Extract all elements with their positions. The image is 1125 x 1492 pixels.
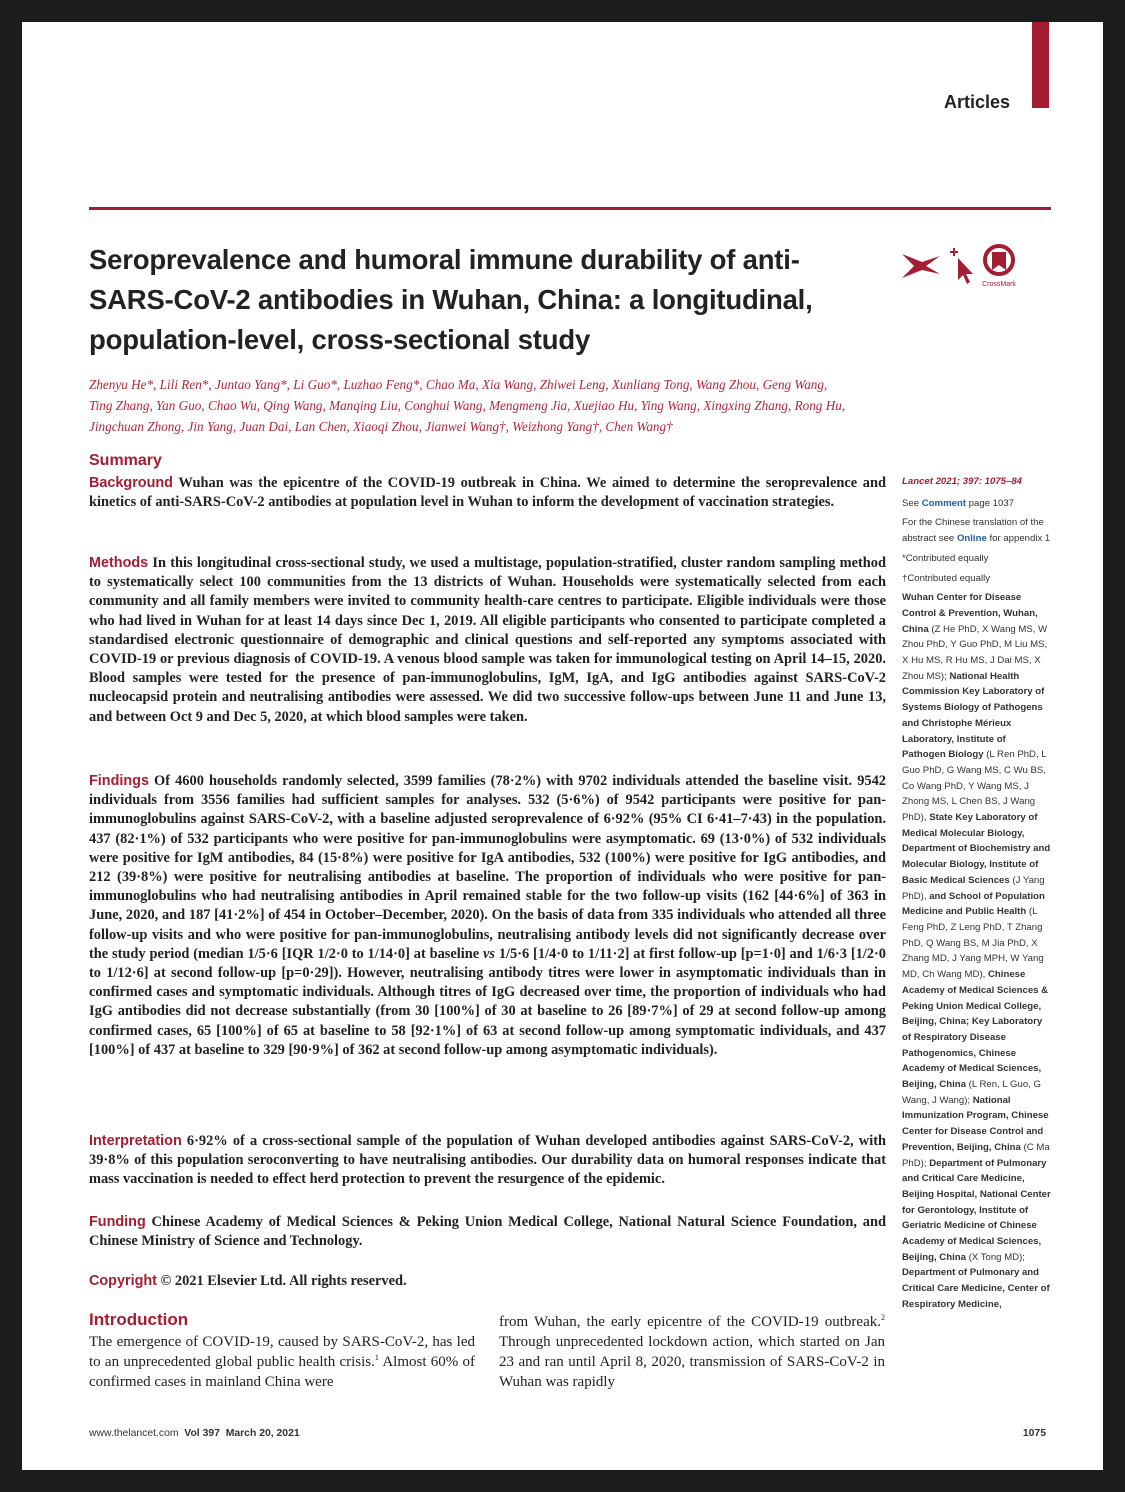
funding-text: Chinese Academy of Medical Sciences & Peking Union Medical College, National Natural Science Foundation, and Chinese Ministry of Science and Technology. (89, 1214, 886, 1250)
reference-1[interactable]: 1 (374, 1353, 379, 1362)
background-paragraph (89, 474, 886, 512)
footer-date: March 20, 2021 (225, 1428, 300, 1439)
copyright-text: © 2021 Elsevier Ltd. All rights reserved. (156, 1273, 407, 1289)
methods-text: In this longitudinal cross-sectional study, we used a multistage, population-stratified, cluster random sampling method to systematically select 100 communities from the 13 districts of Wuhan. Households were systematically selected from each community and all family members were invited to community health-care centres to participate. Eligible individuals were those who had lived in Wuhan for at least 14 days since Dec 1, 2019. All eligible participants who consented to participate completed a standardised electronic questionnaire of demographic and clinical questions and self-reported any symptoms associated with COVID-19 or previous diagnosis of COVID-19. A venous blood sample was taken for immunological testing on April 14–15, 2020. Blood samples were tested for the presence of pan-immunoglobulins, IgM, IgA, and IgG antibodies against SARS-CoV-2 nucleocapsid protein and neutralising antibodies were assessed. We did two successive follow-ups between June 11 and June 13, and between Oct 9 and Dec 5, 2020, at which blood samples were taken. (89, 555, 886, 725)
online-link[interactable]: Online (956, 533, 987, 545)
contributed-equally-note: *Contributed equally (902, 552, 989, 564)
copyright-paragraph (89, 1272, 886, 1291)
citation: Lancet 2021; 397: 1075–84 (902, 476, 1023, 487)
author-line: Ting Zhang, Yan Guo, Chao Wu, Qing Wang, Manqing Liu, Conghui Wang, Mengmeng Jia, Xuejiao Hu, Ying Wang, Xingxing Zhang, Rong Hu, (89, 398, 846, 413)
contributed-equally-note: †Contributed equally (902, 572, 991, 584)
footer-volume: Vol 397 (184, 1428, 220, 1439)
translation-note: For the Chinese translation of the abstract see Online for appendix 1 (902, 517, 1051, 545)
findings-label: Findings (89, 773, 149, 789)
background-label: Background (89, 475, 173, 491)
comment-link[interactable]: Comment (921, 497, 966, 509)
introduction-heading: Introduction (89, 1310, 189, 1329)
findings-paragraph (89, 772, 886, 1060)
article-title: Seroprevalence and humoral immune durability of anti-SARS-CoV-2 antibodies in Wuhan, China: a longitudinal, population-level, cross-sectional study (89, 244, 813, 355)
author-list (89, 374, 889, 437)
author-line: Jingchuan Zhong, Jin Yang, Juan Dai, Lan Chen, Xiaoqi Zhou, Jianwei Wang†, Weizhong Yang†, Chen Wang† (89, 419, 673, 434)
funding-paragraph (89, 1213, 886, 1251)
methods-label: Methods (89, 555, 149, 571)
crossmark-icon (985, 246, 1013, 274)
findings-text: Of 4600 households randomly selected, 3599 families (78·2%) with 9702 individuals attended the baseline visit. 9542 individuals from 3556 families had sufficient samples for analyses. 532 (5·6%) of 9542 participants were positive for pan-immunoglobulins against SARS-CoV-2, with a baseline adjusted seroprevalence of 6·92% (95% CI 6·41–7·43) in the population. 437 (82·1%) of 532 participants who were positive for pan-immunoglobulins were asymptomatic. 69 (13·0%) of 532 individuals were positive for IgM antibodies, 84 (15·8%) were positive for IgA antibodies, 532 (100%) were positive for IgG antibodies, and 212 (39·8%) were positive for neutralising antibodies at baseline. The proportion of individuals who were positive for pan-immunoglobulins who had neutralising antibodies in April remained stable for the two follow-up visits (162 [44·6%] of 363 in June, 2020, and 187 [41·2%] of 454 in October–December, 2020). On the basis of data from 335 individuals who attended all three follow-up visits and who were positive for pan-immunoglobulins, neutralising antibody levels did not significantly decrease over the study period (median 1/5·6 [IQR 1/2·0 to 1/14·0] at baseline (89, 773, 886, 962)
cursor-icon (950, 248, 973, 284)
copyright-label: Copyright (89, 1273, 157, 1289)
interpretation-label: Interpretation (89, 1133, 182, 1149)
interpretation-paragraph (89, 1132, 886, 1190)
crossmark-badges[interactable] (900, 240, 1050, 290)
methods-paragraph (89, 554, 886, 727)
funding-label: Funding (89, 1214, 146, 1230)
intro-text: Almost 60% of confirmed cases in mainland China were (89, 1354, 476, 1390)
intro-text: The emergence of COVID-19, caused by SARS-CoV-2, has led to an unprecedented global public health crisis. (89, 1334, 475, 1370)
introduction-column-right (499, 1312, 885, 1392)
findings-text-cont: 1/5·6 [1/4·0 to 1/11·2] at first follow-up [p=1·0] and 1/6·3 [1/2·0 to 1/12·6] at second follow-up [p=0·29]). However, neutralising antibody titres were lower in asymptomatic individuals than in confirmed cases and symptomatic individuals. Although titres of IgG decreased over time, the proportion of individuals who had IgG antibodies did not decrease substantially (from 30 [100%] of 30 at baseline to 26 [89·7%] of 29 at second follow-up among confirmed cases, 65 [100%] of 65 at baseline to 58 [92·1%] of 63 at second follow-up among symptomatic individuals, and 437 [100%] of 437 at baseline to 329 [90·9%] of 362 at second follow-up among asymptomatic individuals). (89, 945, 886, 1058)
intro-text: from Wuhan, the early epicentre of the COVID-19 outbreak. (499, 1314, 881, 1330)
bird-icon (902, 254, 940, 278)
section-tab-bar (1032, 22, 1049, 108)
author-line: Zhenyu He*, Lili Ren*, Juntao Yang*, Li Guo*, Luzhao Feng*, Chao Ma, Xia Wang, Zhiwei Leng, Xunliang Tong, Wang Zhou, Geng Wang, (89, 377, 828, 392)
sidebar-notes (902, 474, 1052, 1317)
article-page (22, 22, 1103, 1470)
crossmark-icons-svg (900, 240, 1050, 290)
findings-vs: vs (483, 945, 495, 962)
page-number: 1075 (1022, 1428, 1046, 1439)
introduction-column-left (89, 1332, 475, 1392)
section-label: Articles (943, 92, 1010, 112)
summary-heading: Summary (89, 452, 162, 469)
background-text: Wuhan was the epicentre of the COVID-19 outbreak in China. We aimed to determine the seroprevalence and kinetics of anti-SARS-CoV-2 antibodies at population level in Wuhan to inform the development of vaccination strategies. (89, 475, 886, 511)
footer-info (89, 1428, 300, 1439)
crossmark-label: CrossMark (982, 281, 1016, 288)
intro-text: Through unprecedented lockdown action, which started on Jan 23 and ran until April 8, 2020, transmission of SARS-CoV-2 in Wuhan was rapidly (499, 1334, 885, 1390)
header-rule (89, 207, 1051, 210)
interpretation-text: 6·92% of a cross-sectional sample of the population of Wuhan developed antibodies against SARS-CoV-2, with 39·8% of this population seroconverting to have neutralising antibodies. Our durability data on humoral responses indicate that mass vaccination is needed to effect herd protection to prevent the resurgence of the epidemic. (89, 1133, 886, 1188)
reference-2[interactable]: 2 (881, 1313, 885, 1322)
see-comment: See Comment page 1037 (902, 497, 1015, 509)
affiliations: Wuhan Center for Disease Control & Prevention, Wuhan, China (Z He PhD, X Wang MS, W Zhou PhD, Y Guo PhD, M Liu MS, X Hu MS, R Hu MS, J Dai MS, X Zhou MS); National Health Commission Key Laboratory of Systems Biology of Pathogens and Christophe Mérieux Laboratory, Institute of Pathogen Biology (L Ren PhD, L Guo PhD, G Wang MS, C Wu BS, Co Wang PhD, Y Wang MS, J Zhong MS, L Chen BS, J Wang PhD), State Key Laboratory of Medical Molecular Biology, Department of Biochemistry and Molecular Biology, Institute of Basic Medical Sciences (J Yang PhD), and School of Population Medicine and Public Health (L Feng PhD, Z Leng PhD, T Zhang PhD, Q Wang BS, M Jia PhD, X Zhang MD, J Yang MPH, W Yang MD, Ch Wang MD), Chinese Academy of Medical Sciences & Peking Union Medical College, Beijing, China; Key Laboratory of Respiratory Disease Pathogenomics, Chinese Academy of Medical Sciences, Beijing, China (L Ren, L Guo, G Wang, J Wang); National Immunization Program, Chinese Center for Disease Control and Prevention, Beijing, China (C Ma PhD); Department of Pulmonary and Critical Care Medicine, Beijing Hospital, National Center for Gerontology, Institute of Geriatric Medicine of Chinese Academy of Medical Sciences, Beijing, China (X Tong MD); Department of Pulmonary and Critical Care Medicine, Center of Respiratory Medicine, (902, 592, 1051, 1310)
footer-site[interactable]: www.thelancet.com (89, 1428, 179, 1439)
